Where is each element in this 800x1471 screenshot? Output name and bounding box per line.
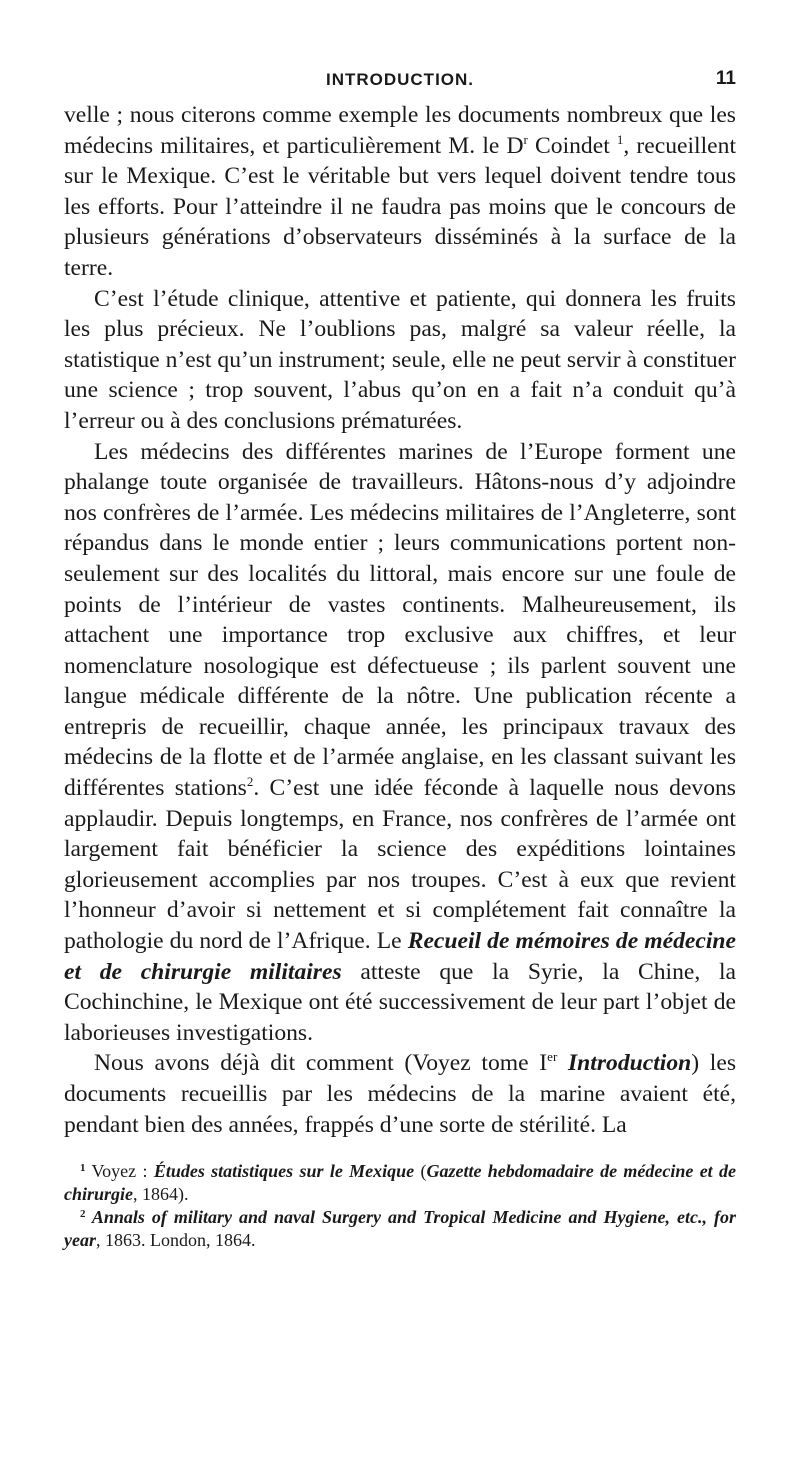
- footnote-2-text-b: , 1863. London, 1864.: [95, 1230, 256, 1251]
- running-head: [64, 62, 736, 100]
- paragraph-1-text-c: , recueillent sur le Mexique. C’est le véritable but vers lequel doivent tendre tous les efforts. Pour l’atteindre il ne faudra pas moins que le concours de plusieurs générations d’observateurs disséminés à la surface de la terre.: [64, 132, 736, 281]
- introduction-italic: Introduction: [557, 1050, 692, 1077]
- footnote-2-mark: 2: [80, 1208, 86, 1221]
- book-page: [64, 62, 736, 1252]
- footnote-ref-2: 2: [246, 774, 254, 790]
- paragraph-4-text-b: ) les documents recueillis par les médecins de la marine avaient été, pendant bien des années, frappés d’une sorte de stérilité. La: [64, 1050, 737, 1138]
- paragraph-1-text-b: Coindet: [527, 132, 617, 159]
- footnote-1-text-b: (: [414, 1161, 427, 1182]
- tome-superscript: er: [547, 1049, 558, 1065]
- footnote-1-italic: Études statistiques sur le Mexique: [153, 1161, 415, 1182]
- footnote-1-mark: 1: [80, 1162, 86, 1175]
- paragraph-1-text-a: velle ; nous citerons comme exemple les documents nombreux que les médecins militaires, et particulièrement M. le D: [64, 102, 736, 159]
- paragraph-4: [64, 1048, 736, 1140]
- footnote-1-text-c: , 1864).: [133, 1184, 189, 1205]
- footnote-2-italic: Annals of military and naval Surgery and Tropical Medicine and Hygiene, etc., for year: [64, 1207, 736, 1251]
- paragraph-3-text-b: . C’est une idée féconde à laquelle nous devons applaudir. Depuis longtemps, en France, nos confrères de l’armée ont largement fait bénéficier la science des expéditions lointaines glorieusement accomplies par nos troupes. C’est à eux que revient l’honneur d’avoir si nettement et si complétement fait connaître la pathologie du nord de l’Afrique. Le: [64, 775, 736, 955]
- footnote-2: [64, 1206, 736, 1252]
- footnote-1-text-a: Voyez :: [85, 1161, 154, 1182]
- paragraph-3: [64, 437, 736, 1049]
- running-title: INTRODUCTION.: [325, 70, 475, 89]
- doctor-superscript: r: [523, 131, 528, 147]
- page-number: 11: [715, 68, 736, 89]
- footnote-1: [64, 1160, 736, 1206]
- recueil-title: Recueil de mémoires de médecine et de chirurgie militaires: [64, 928, 736, 985]
- paragraph-3-text-c: atteste que la Syrie, la Chine, la Cochinchine, le Mexique ont été successivement de leur part l’objet de laborieuses investigations.: [64, 958, 736, 1046]
- paragraph-3-text-a: Les médecins des différentes marines de l’Europe forment une phalange toute organisée de travailleurs. Hâtons-nous d’y adjoindre nos confrères de l’armée. Les médecins militaires de l’Angleterre, sont répandus dans le monde entier ; leurs communications portent non-seulement sur des localités du littoral, mais encore sur une foule de points de l’intérieur de vastes continents. Malheureusement, ils attachent une importance trop exclusive aux chiffres, et leur nomenclature nosologique est défectueuse ; ils parlent souvent une langue médicale différente de la nôtre. Une publication récente a entrepris de recueillir, chaque année, les principaux travaux des médecins de la flotte et de l’armée anglaise, en les classant suivant les différentes stations: [64, 438, 736, 802]
- paragraph-4-text-a: Nous avons déjà dit comment (Voyez tome I: [94, 1050, 548, 1077]
- footnotes: [64, 1160, 736, 1252]
- paragraph-2: C’est l’étude clinique, attentive et patiente, qui donnera les fruits les plus précieux. Ne l’oublions pas, malgré sa valeur réelle, la statistique n’est qu’un instrument; seule, elle ne peut servir à constituer une science ; trop souvent, l’abus qu’on en a fait n’a conduit qu’à l’erreur ou à des conclusions prématurées.: [64, 285, 736, 434]
- body-text: [64, 100, 736, 1140]
- footnote-1-italic-2: Gazette hebdomadaire de médecine et de chirurgie: [64, 1161, 736, 1205]
- footnote-ref-1: 1: [616, 131, 624, 147]
- paragraph-1: [64, 100, 736, 284]
